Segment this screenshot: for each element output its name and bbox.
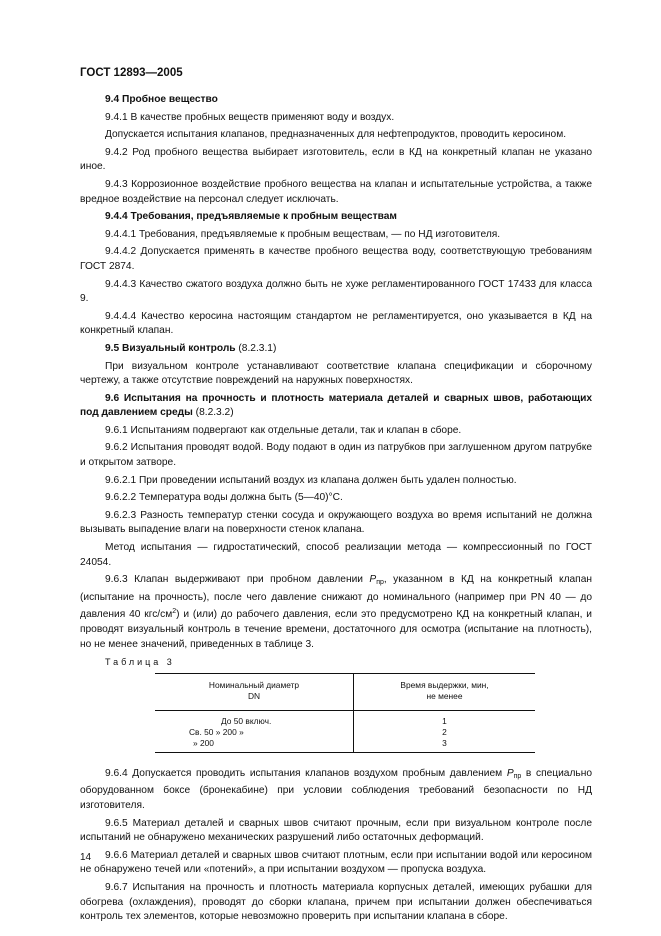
pressure-symbol: P xyxy=(506,767,514,779)
pressure-symbol: P xyxy=(369,574,377,586)
p963-part-a: 9.6.3 Клапан выдерживают при пробном давлении xyxy=(105,574,370,586)
section-heading-9-5: 9.5 Визуальный контроль xyxy=(105,342,236,354)
paragraph-9-4-4-3: 9.4.4.3 Качество сжатого воздуха должно быть не хуже регламентированного ГОСТ 17433 для класса 9. xyxy=(80,278,592,305)
paragraph-9-4-4-4: 9.4.4.4 Качество керосина настоящим стандартом не регламентируется, оно указывается в КД на конкретный клапан. xyxy=(80,310,592,337)
paragraph-9-6-3 xyxy=(80,573,592,652)
table-row xyxy=(155,710,535,752)
paragraph-9-6-2: 9.6.2 Испытания проводят водой. Воду подают в один из патрубков при заглушенном другом патрубке и открытом затворе. xyxy=(80,442,592,469)
paragraph-method: Метод испытания — гидростатический, способ реализации метода — компрессионный по ГОСТ 24054. xyxy=(80,542,592,568)
table-cell-dn xyxy=(155,710,354,752)
page-number: 14 xyxy=(80,852,92,863)
page-content xyxy=(80,93,592,928)
paragraph-9-6-4 xyxy=(80,767,592,814)
paragraph-9-4-4-2: 9.4.4.2 Допускается применять в качестве пробного вещества воду, соответствующую требованиям ГОСТ 2874. xyxy=(80,246,592,272)
paragraph-9-4-3: 9.4.3 Коррозионное воздействие пробного вещества на клапан и испытательные устройства, а также вредное воздействие на персонал следует исключать. xyxy=(80,178,592,205)
dn-value: » 200 xyxy=(193,737,214,748)
dn-value: До 50 включ. xyxy=(221,715,272,726)
p964-part-a: 9.6.4 Допускается проводить испытания клапанов воздухом пробным давлением xyxy=(105,767,507,779)
table-header-time xyxy=(354,673,536,710)
section-9-5 xyxy=(80,342,592,357)
paragraph-9-6-5: 9.6.5 Материал деталей и сварных швов считают прочным, если при визуальном контроле после испытаний не обнаружено механических разрушений либо остаточных деформаций. xyxy=(80,817,592,844)
dn-value: Св. 50 » 200 » xyxy=(189,726,244,737)
document-header: ГОСТ 12893—2005 xyxy=(80,67,183,79)
section-heading-9-4-4: 9.4.4 Требования, предъявляемые к пробным веществам xyxy=(105,211,397,223)
paragraph-9-6-6: 9.6.6 Материал деталей и сварных швов считают плотным, если при испытании водой или керосином не обнаружено течей или «потений», а при испытании воздухом — пропуска воздуха. xyxy=(80,849,592,876)
header-time-line2: не менее xyxy=(426,690,463,701)
paragraph-9-6-2-3: 9.6.2.3 Разность температур стенки сосуда и окружающего воздуха во время испытаний не должна вызывать выпадение влаги на поверхности стенок клапана. xyxy=(80,509,592,536)
time-value: 1 xyxy=(442,715,447,726)
time-value: 2 xyxy=(442,726,447,737)
table-header-row xyxy=(155,673,535,710)
header-dn-line1: Номинальный диаметр xyxy=(208,679,300,690)
section-ref-9-5: (8.2.3.1) xyxy=(235,342,277,354)
header-time-line1: Время выдержки, мин, xyxy=(400,679,489,690)
table-cell-time xyxy=(354,710,536,752)
section-heading-9-6: 9.6 Испытания на прочность и плотность материала деталей и сварных швов, работающих под давлением среды xyxy=(80,392,592,419)
section-9-6 xyxy=(80,392,592,421)
section-ref-9-6: (8.2.3.2) xyxy=(192,407,234,419)
paragraph-9-6-2-1: 9.6.2.1 При проведении испытаний воздух из клапана должен быть удален полностью. xyxy=(105,474,517,486)
paragraph-9-4-4-1: 9.4.4.1 Требования, предъявляемые к пробным веществам, — по НД изготовителя. xyxy=(105,228,501,240)
p963-part-c: ) и (или) до рабочего давления, если это предусмотрено КД на конкретный клапан, и проводят визуальный контроль в течение времени, достаточного для осмотра (испытание на плотность), но не менее значений, приведенных в таблице 3. xyxy=(80,609,592,650)
section-heading-9-4: 9.4 Пробное вещество xyxy=(105,94,218,105)
paragraph-9-4-2: 9.4.2 Род пробного вещества выбирает изготовитель, если в КД на конкретный клапан не указано иное. xyxy=(80,146,592,173)
table-header-dn xyxy=(155,673,354,710)
table-3 xyxy=(155,673,535,753)
paragraph-visual-control: При визуальном контроле устанавливают соответствие клапана спецификации и сборочному чертежу, а также отсутствие повреждений на наружных поверхностях. xyxy=(80,360,592,387)
table-caption: Таблица 3 xyxy=(105,657,175,668)
p964-part-b: в специально оборудованном боксе (бронекабине) при условии соблюдения требований безопасности по НД изготовителя. xyxy=(80,767,592,811)
unit-superscript: 2 xyxy=(172,608,177,616)
header-dn-line2: DN xyxy=(247,690,261,701)
pressure-subscript: пр xyxy=(376,579,384,587)
paragraph-9-4-1: 9.4.1 В качестве пробных веществ применяют воду и воздух. xyxy=(105,111,395,123)
paragraph-9-6-1: 9.6.1 Испытаниям подвергают как отдельные детали, так и клапан в сборе. xyxy=(105,424,462,436)
time-value: 3 xyxy=(442,737,447,748)
paragraph-9-6-7: 9.6.7 Испытания на прочность и плотность материала корпусных деталей, имеющих рубашки для обогрева (охлаждения), проводят до сборки клапана, причем при испытании должен обеспечиваться контроль тех элементов, которые невозможно проверить при испытании клапана в сборе. xyxy=(80,881,592,923)
paragraph-kerosene: Допускается испытания клапанов, предназначенных для нефтепродуктов, проводить керосином. xyxy=(105,129,567,141)
pressure-subscript: пр xyxy=(513,772,522,780)
paragraph-9-6-2-2: 9.6.2.2 Температура воды должна быть (5—40)°С. xyxy=(105,492,343,504)
p963-part-b: , указанном в КД на конкретный клапан (испытание на прочность), после чего давление снижают до номинального (например при PN 40 — до давления 40 кгс/см xyxy=(80,574,592,621)
